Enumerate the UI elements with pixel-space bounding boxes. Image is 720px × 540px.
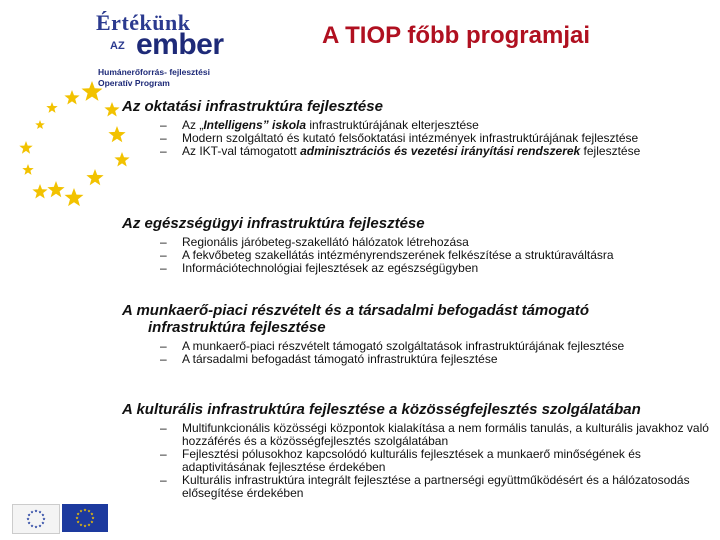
section-heading: Az oktatási infrastruktúra fejlesztése [122, 98, 383, 115]
list-item [160, 262, 614, 275]
eu-flag-icon [62, 504, 108, 532]
star-icon [86, 169, 103, 185]
star-icon [64, 90, 79, 105]
dash-bullet: – [160, 339, 167, 353]
dash-bullet: – [160, 118, 167, 132]
star-icon [46, 102, 57, 113]
dash-bullet: – [160, 131, 167, 145]
item-text-post: fejlesztése [580, 144, 641, 158]
dash-bullet: – [160, 248, 167, 262]
hungary-flag-icon [12, 504, 60, 534]
star-icon [19, 141, 32, 154]
section-labour-market [122, 302, 624, 366]
item-text-pre: Információtechnológiai fejlesztések az egészségügyben [182, 261, 479, 275]
section-heading-continued: infrastruktúra fejlesztése [148, 319, 326, 336]
section-heading: Az egészségügyi infrastruktúra fejlesztése [122, 215, 425, 232]
item-text-pre: Multifunkcionális közösségi központok kialakítása a nem formális tanulás, a kulturális javakhoz való hozzáférés és a közösségfejlesztés szolgálatában [182, 421, 709, 448]
list-item [160, 448, 714, 474]
star-icon [104, 102, 119, 117]
logo-az: AZ [110, 40, 125, 52]
item-text-pre: Az IKT-val támogatott [182, 144, 301, 158]
section-education [122, 98, 640, 158]
item-text-pre: Modern szolgáltató és kutató felsőoktatási intézmények infrastruktúrájának fejlesztése [182, 131, 639, 145]
item-text-pre: Regionális járóbeteg-szakellátó hálózatok létrehozása [182, 235, 469, 249]
star-icon [65, 188, 84, 206]
list-item [160, 145, 640, 158]
dash-bullet: – [160, 473, 167, 487]
item-text-post: infrastruktúrájának elterjesztése [306, 118, 479, 132]
item-text-pre: Fejlesztési pólusokhoz kapcsolódó kulturális fejlesztések a munkaerő minőségének és adaptivitásának fejlesztése érdekében [182, 447, 641, 474]
dash-bullet: – [160, 352, 167, 366]
list-item [160, 422, 714, 448]
dash-bullet: – [160, 421, 167, 435]
eu-stars-decoration [0, 0, 140, 230]
item-text-bold: adminisztrációs és vezetési irányítási rendszerek [300, 144, 581, 158]
item-text-pre: A munkaerő-piaci részvételt támogató szolgáltatások infrastruktúrájának fejlesztése [182, 339, 625, 353]
item-text-bold: Intelligens” iskola [203, 118, 307, 132]
item-list [122, 340, 624, 366]
star-icon [82, 81, 103, 101]
dash-bullet: – [160, 144, 167, 158]
logo-line1: Értékünk [96, 10, 191, 35]
item-text-pre: A fekvőbeteg szakellátás intézményrendszerének felkészítése a struktúraváltásra [182, 248, 614, 262]
item-text-pre: Az „ [182, 118, 204, 132]
logo-subtitle-1: Humánerőforrás- fejlesztési [98, 67, 210, 77]
list-item [160, 474, 714, 500]
item-list [122, 422, 714, 500]
star-icon [22, 164, 33, 175]
logo-subtitle-2: Operatív Program [98, 78, 170, 88]
item-text-pre: Kulturális infrastruktúra integrált fejlesztése a partnerségi együttműködésért és a hálózatosodás elősegítése érdekében [182, 473, 690, 500]
section-health [122, 215, 614, 275]
star-icon [35, 120, 45, 129]
list-item [160, 353, 624, 366]
item-text-pre: A társadalmi befogadást támogató infrastruktúra fejlesztése [182, 352, 498, 366]
dash-bullet: – [160, 235, 167, 249]
dash-bullet: – [160, 261, 167, 275]
star-icon [32, 184, 47, 199]
item-list [122, 119, 640, 158]
logo-line2: ember [136, 28, 224, 61]
star-icon [47, 181, 64, 197]
section-culture [122, 401, 714, 500]
dash-bullet: – [160, 447, 167, 461]
section-heading: A munkaerő-piaci részvételt és a társadalmi befogadást támogató [122, 302, 590, 319]
slide-title: A TIOP főbb programjai [322, 22, 591, 49]
item-list [122, 236, 614, 275]
section-heading: A kulturális infrastruktúra fejlesztése a közösségfejlesztés szolgálatában [122, 401, 641, 418]
